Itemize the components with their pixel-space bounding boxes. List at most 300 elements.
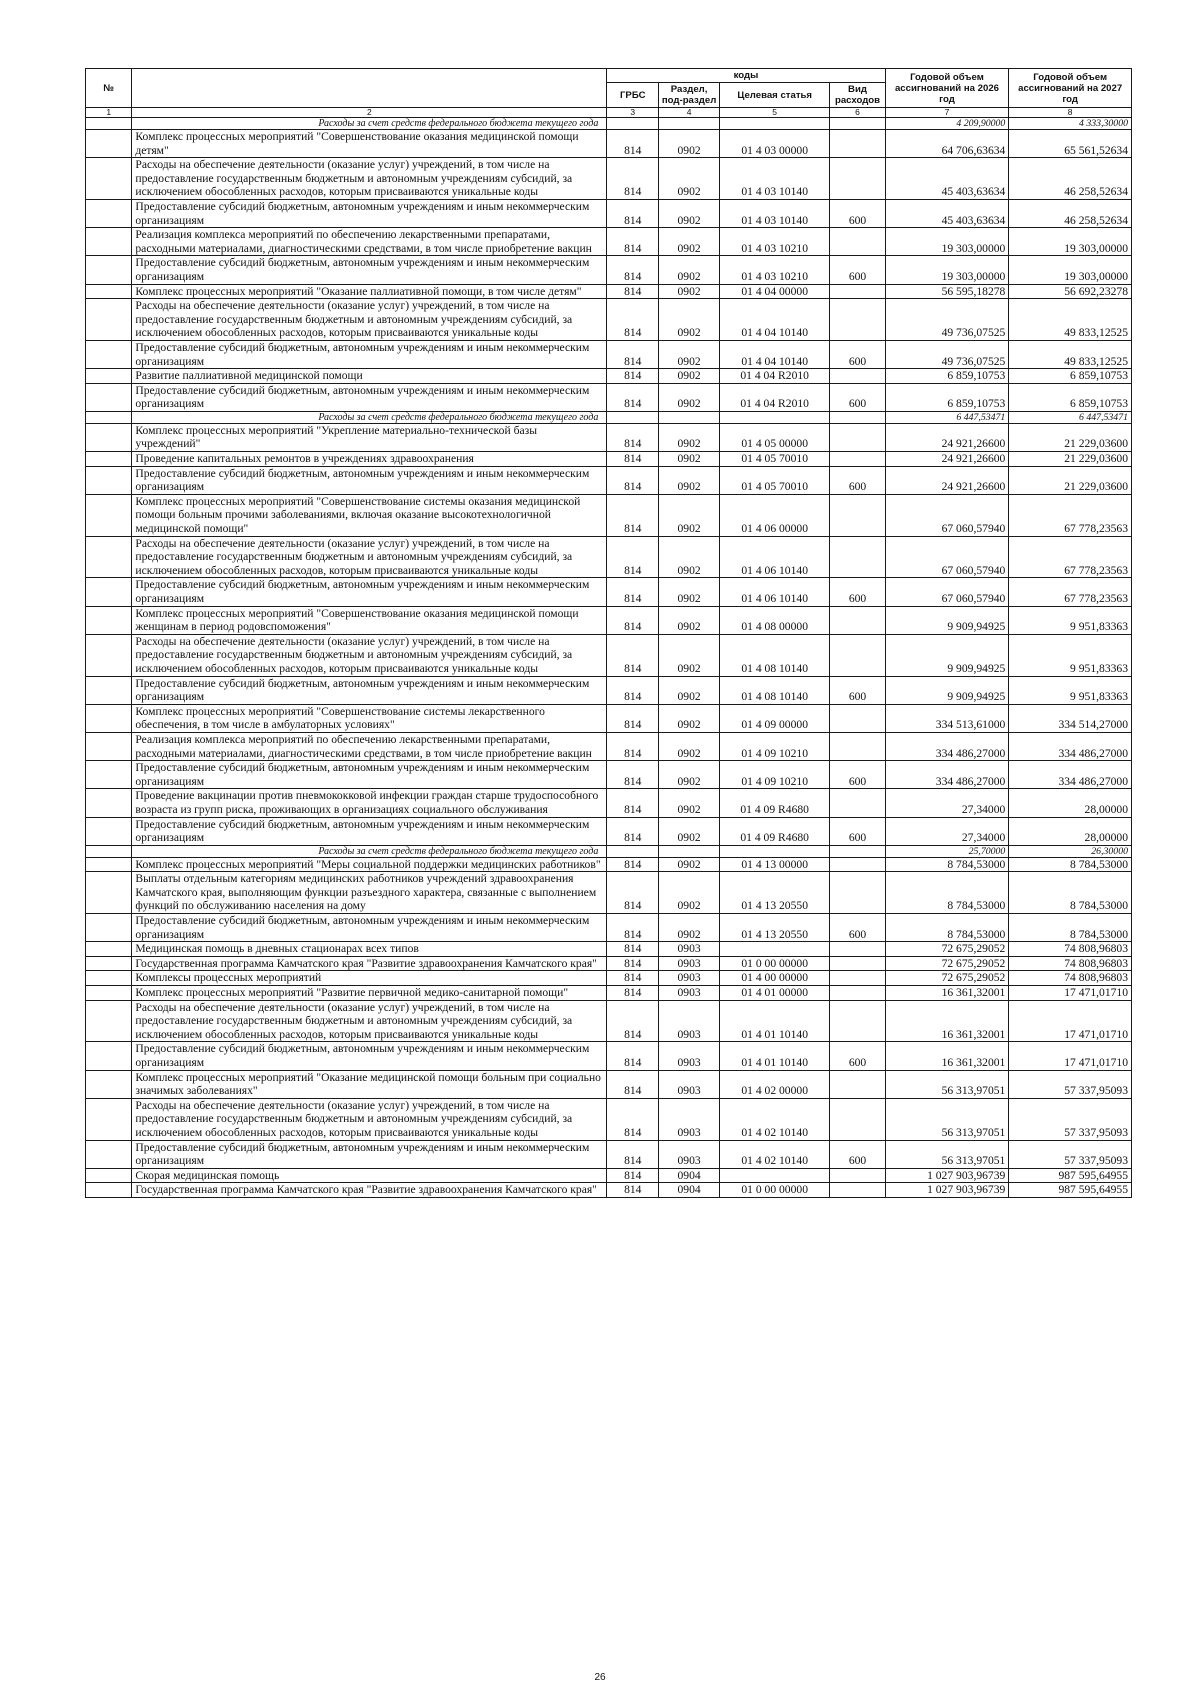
col-number: 5 <box>719 108 829 118</box>
cell-grbs: 814 <box>607 634 659 676</box>
table-row <box>86 1168 1132 1183</box>
table-row <box>86 676 1132 704</box>
cell-number <box>86 1042 132 1070</box>
header-name <box>132 69 607 108</box>
table-header <box>86 69 1132 118</box>
cell-name: Расходы на обеспечение деятельности (оказание услуг) учреждений, в том числе на предоставление государственным бюджетным и автономным учреждениям субсидий, за исключением обособленных расходов, которым присваиваются уникальные коды <box>132 158 607 200</box>
cell-2027: 57 337,95093 <box>1009 1070 1132 1098</box>
col-number: 7 <box>885 108 1009 118</box>
cell-section: 0902 <box>659 578 720 606</box>
cell-grbs: 814 <box>607 761 659 789</box>
cell-number <box>86 606 132 634</box>
cell-2027: 4 333,30000 <box>1009 118 1132 130</box>
header-section: Раздел, под-раздел <box>659 83 720 108</box>
cell-2027: 19 303,00000 <box>1009 228 1132 256</box>
table-row <box>86 369 1132 384</box>
cell-name: Скорая медицинская помощь <box>132 1168 607 1183</box>
table-row <box>86 1000 1132 1042</box>
header-target: Целевая статья <box>719 83 829 108</box>
cell-grbs: 814 <box>607 1168 659 1183</box>
cell-number <box>86 845 132 857</box>
cell-expense-type <box>830 789 885 817</box>
cell-name: Проведение капитальных ремонтов в учреждениях здравоохранения <box>132 452 607 467</box>
cell-2026: 334 513,61000 <box>885 704 1009 732</box>
cell-2027: 56 692,23278 <box>1009 284 1132 299</box>
col-number: 6 <box>830 108 885 118</box>
cell-2027: 8 784,53000 <box>1009 914 1132 942</box>
cell-target: 01 4 04 00000 <box>719 284 829 299</box>
cell-number <box>86 423 132 451</box>
table-row <box>86 942 1132 957</box>
table-row <box>86 466 1132 494</box>
cell-number <box>86 676 132 704</box>
cell-2027: 67 778,23563 <box>1009 494 1132 536</box>
cell-section: 0902 <box>659 423 720 451</box>
col-number: 3 <box>607 108 659 118</box>
cell-2027: 17 471,01710 <box>1009 986 1132 1001</box>
cell-2026: 25,70000 <box>885 845 1009 857</box>
cell-target: 01 4 03 10140 <box>719 199 829 227</box>
cell-2027: 9 951,83363 <box>1009 634 1132 676</box>
cell-target: 01 4 04 10140 <box>719 340 829 368</box>
cell-name: Расходы на обеспечение деятельности (оказание услуг) учреждений, в том числе на предоставление государственным бюджетным и автономным учреждениям субсидий, за исключением обособленных расходов, которым присваиваются уникальные коды <box>132 536 607 578</box>
cell-number <box>86 1098 132 1140</box>
cell-grbs: 814 <box>607 340 659 368</box>
cell-grbs: 814 <box>607 1000 659 1042</box>
cell-2027: 6 859,10753 <box>1009 383 1132 411</box>
cell-section: 0902 <box>659 284 720 299</box>
cell-number <box>86 340 132 368</box>
cell-2026: 24 921,26600 <box>885 423 1009 451</box>
cell-2026: 56 313,97051 <box>885 1140 1009 1168</box>
cell-name: Реализация комплекса мероприятий по обеспечению лекарственными препаратами, расходными материалами, диагностическими средствами, в том числе приобретение вакцин <box>132 732 607 760</box>
table-row <box>86 299 1132 341</box>
cell-2027: 9 951,83363 <box>1009 606 1132 634</box>
cell-number <box>86 256 132 284</box>
cell-2027: 6 859,10753 <box>1009 369 1132 384</box>
cell-name: Комплекс процессных мероприятий "Оказание медицинской помощи больным при социально значимых заболеваниях" <box>132 1070 607 1098</box>
cell-section: 0903 <box>659 971 720 986</box>
cell-target: 01 4 08 10140 <box>719 634 829 676</box>
cell-expense-type: 600 <box>830 466 885 494</box>
cell-grbs: 814 <box>607 986 659 1001</box>
cell-grbs: 814 <box>607 130 659 158</box>
cell-name: Комплекс процессных мероприятий "Совершенствование системы оказания медицинской помощи больным прочими заболеваниями, включая оказание высокотехнологичной медицинской помощи" <box>132 494 607 536</box>
cell-name: Реализация комплекса мероприятий по обеспечению лекарственными препаратами, расходными материалами, диагностическими средствами, в том числе приобретение вакцин <box>132 228 607 256</box>
table-row <box>86 789 1132 817</box>
cell-grbs: 814 <box>607 817 659 845</box>
cell-2027: 9 951,83363 <box>1009 676 1132 704</box>
cell-name: Расходы на обеспечение деятельности (оказание услуг) учреждений, в том числе на предоставление государственным бюджетным и автономным учреждениям субсидий, за исключением обособленных расходов, которым присваиваются уникальные коды <box>132 1098 607 1140</box>
cell-2027: 26,30000 <box>1009 845 1132 857</box>
cell-section: 0902 <box>659 494 720 536</box>
cell-number <box>86 299 132 341</box>
cell-2026: 24 921,26600 <box>885 466 1009 494</box>
col-number: 1 <box>86 108 132 118</box>
cell-name: Расходы на обеспечение деятельности (оказание услуг) учреждений, в том числе на предоставление государственным бюджетным и автономным учреждениям субсидий, за исключением обособленных расходов, которым присваиваются уникальные коды <box>132 299 607 341</box>
cell-expense-type <box>830 130 885 158</box>
cell-2027: 74 808,96803 <box>1009 971 1132 986</box>
cell-expense-type: 600 <box>830 1140 885 1168</box>
cell-section: 0903 <box>659 956 720 971</box>
cell-target: 01 4 06 00000 <box>719 494 829 536</box>
cell-section: 0902 <box>659 228 720 256</box>
cell-2026: 9 909,94925 <box>885 606 1009 634</box>
cell-grbs: 814 <box>607 536 659 578</box>
cell-expense-type <box>830 536 885 578</box>
cell-2026: 19 303,00000 <box>885 228 1009 256</box>
appropriations-table <box>85 68 1132 1198</box>
cell-2026: 24 921,26600 <box>885 452 1009 467</box>
cell-target: 01 4 05 70010 <box>719 466 829 494</box>
table-row <box>86 199 1132 227</box>
cell-grbs: 814 <box>607 857 659 872</box>
cell-grbs: 814 <box>607 369 659 384</box>
cell-2026: 6 859,10753 <box>885 369 1009 384</box>
cell-2027: 21 229,03600 <box>1009 423 1132 451</box>
cell-number <box>86 704 132 732</box>
cell-expense-type: 600 <box>830 817 885 845</box>
cell-target: 01 4 04 R2010 <box>719 369 829 384</box>
cell-grbs <box>607 118 659 130</box>
cell-grbs: 814 <box>607 158 659 200</box>
cell-2026: 19 303,00000 <box>885 256 1009 284</box>
header-codes: коды <box>607 69 885 83</box>
cell-expense-type: 600 <box>830 761 885 789</box>
cell-number <box>86 1070 132 1098</box>
table-row <box>86 1098 1132 1140</box>
cell-expense-type <box>830 872 885 914</box>
table-row <box>86 536 1132 578</box>
cell-grbs: 814 <box>607 704 659 732</box>
cell-expense-type <box>830 857 885 872</box>
cell-grbs: 814 <box>607 578 659 606</box>
cell-2027: 74 808,96803 <box>1009 942 1132 957</box>
cell-name: Развитие паллиативной медицинской помощи <box>132 369 607 384</box>
table-row <box>86 452 1132 467</box>
table-row <box>86 228 1132 256</box>
table-row <box>86 423 1132 451</box>
cell-section: 0902 <box>659 383 720 411</box>
cell-target: 01 4 03 10210 <box>719 228 829 256</box>
cell-section: 0902 <box>659 299 720 341</box>
table-row <box>86 494 1132 536</box>
cell-name: Предоставление субсидий бюджетным, автономным учреждениям и иным некоммерческим организациям <box>132 817 607 845</box>
cell-section: 0902 <box>659 130 720 158</box>
cell-number <box>86 986 132 1001</box>
table-row <box>86 704 1132 732</box>
cell-expense-type <box>830 118 885 130</box>
cell-expense-type <box>830 971 885 986</box>
cell-target: 01 4 04 10140 <box>719 299 829 341</box>
cell-grbs: 814 <box>607 423 659 451</box>
cell-target <box>719 845 829 857</box>
cell-section: 0902 <box>659 606 720 634</box>
cell-number <box>86 578 132 606</box>
cell-expense-type <box>830 606 885 634</box>
cell-grbs: 814 <box>607 284 659 299</box>
cell-number <box>86 536 132 578</box>
cell-target: 01 4 09 10210 <box>719 732 829 760</box>
cell-2026: 9 909,94925 <box>885 676 1009 704</box>
cell-name: Государственная программа Камчатского края "Развитие здравоохранения Камчатского края" <box>132 1183 607 1198</box>
table-row <box>86 845 1132 857</box>
cell-number <box>86 118 132 130</box>
cell-number <box>86 956 132 971</box>
cell-name: Предоставление субсидий бюджетным, автономным учреждениям и иным некоммерческим организациям <box>132 761 607 789</box>
cell-number <box>86 1183 132 1198</box>
cell-target: 01 4 06 10140 <box>719 578 829 606</box>
cell-section: 0903 <box>659 1042 720 1070</box>
cell-expense-type: 600 <box>830 256 885 284</box>
cell-expense-type: 600 <box>830 383 885 411</box>
cell-target: 01 0 00 00000 <box>719 956 829 971</box>
cell-number <box>86 411 132 423</box>
cell-2027: 334 486,27000 <box>1009 761 1132 789</box>
cell-grbs: 814 <box>607 942 659 957</box>
table-row <box>86 817 1132 845</box>
cell-name: Предоставление субсидий бюджетным, автономным учреждениям и иным некоммерческим организациям <box>132 914 607 942</box>
cell-number <box>86 228 132 256</box>
cell-section: 0902 <box>659 466 720 494</box>
cell-2026: 8 784,53000 <box>885 857 1009 872</box>
cell-2027: 987 595,64955 <box>1009 1168 1132 1183</box>
cell-2026: 56 313,97051 <box>885 1098 1009 1140</box>
cell-2026: 27,34000 <box>885 789 1009 817</box>
cell-grbs: 814 <box>607 452 659 467</box>
cell-2027: 28,00000 <box>1009 789 1132 817</box>
cell-section: 0902 <box>659 789 720 817</box>
cell-target <box>719 411 829 423</box>
cell-section: 0902 <box>659 452 720 467</box>
cell-section: 0902 <box>659 158 720 200</box>
cell-grbs: 814 <box>607 606 659 634</box>
cell-number <box>86 872 132 914</box>
cell-expense-type <box>830 732 885 760</box>
cell-name: Расходы за счет средств федерального бюджета текущего года <box>132 845 607 857</box>
cell-number <box>86 1000 132 1042</box>
cell-target: 01 4 05 00000 <box>719 423 829 451</box>
cell-section: 0902 <box>659 199 720 227</box>
cell-2026: 72 675,29052 <box>885 942 1009 957</box>
cell-number <box>86 130 132 158</box>
cell-name: Предоставление субсидий бюджетным, автономным учреждениям и иным некоммерческим организациям <box>132 578 607 606</box>
cell-2026: 8 784,53000 <box>885 872 1009 914</box>
cell-expense-type <box>830 494 885 536</box>
cell-grbs: 814 <box>607 466 659 494</box>
cell-grbs: 814 <box>607 676 659 704</box>
cell-section: 0902 <box>659 634 720 676</box>
cell-number <box>86 452 132 467</box>
cell-section: 0904 <box>659 1168 720 1183</box>
cell-grbs: 814 <box>607 732 659 760</box>
cell-expense-type <box>830 942 885 957</box>
cell-name: Государственная программа Камчатского края "Развитие здравоохранения Камчатского края" <box>132 956 607 971</box>
cell-target: 01 4 09 R4680 <box>719 817 829 845</box>
cell-name: Расходы за счет средств федерального бюджета текущего года <box>132 411 607 423</box>
cell-name: Предоставление субсидий бюджетным, автономным учреждениям и иным некоммерческим организациям <box>132 1042 607 1070</box>
cell-name: Комплексы процессных мероприятий <box>132 971 607 986</box>
cell-name: Предоставление субсидий бюджетным, автономным учреждениям и иным некоммерческим организациям <box>132 340 607 368</box>
cell-2027: 46 258,52634 <box>1009 199 1132 227</box>
cell-expense-type <box>830 299 885 341</box>
header-expense-type: Вид расходов <box>830 83 885 108</box>
table-row <box>86 956 1132 971</box>
table-row <box>86 340 1132 368</box>
cell-2026: 6 447,53471 <box>885 411 1009 423</box>
cell-2027: 28,00000 <box>1009 817 1132 845</box>
cell-name: Комплекс процессных мероприятий "Совершенствование оказания медицинской помощи женщинам в период родовспоможения" <box>132 606 607 634</box>
cell-2026: 72 675,29052 <box>885 971 1009 986</box>
cell-number <box>86 634 132 676</box>
cell-number <box>86 1168 132 1183</box>
cell-section <box>659 118 720 130</box>
table-row <box>86 158 1132 200</box>
cell-2027: 67 778,23563 <box>1009 536 1132 578</box>
cell-target: 01 4 00 00000 <box>719 971 829 986</box>
cell-name: Комплекс процессных мероприятий "Укрепление материально-технической базы учреждений" <box>132 423 607 451</box>
table-row <box>86 256 1132 284</box>
cell-expense-type <box>830 1070 885 1098</box>
cell-number <box>86 1140 132 1168</box>
cell-2026: 27,34000 <box>885 817 1009 845</box>
cell-grbs: 814 <box>607 494 659 536</box>
cell-number <box>86 761 132 789</box>
table-body <box>86 118 1132 1198</box>
cell-2026: 67 060,57940 <box>885 536 1009 578</box>
cell-2026: 45 403,63634 <box>885 199 1009 227</box>
cell-name: Расходы за счет средств федерального бюджета текущего года <box>132 118 607 130</box>
cell-2026: 334 486,27000 <box>885 761 1009 789</box>
cell-2026: 9 909,94925 <box>885 634 1009 676</box>
cell-2026: 16 361,32001 <box>885 1042 1009 1070</box>
table-row <box>86 857 1132 872</box>
col-number: 2 <box>132 108 607 118</box>
cell-number <box>86 942 132 957</box>
table-row <box>86 971 1132 986</box>
table-row <box>86 1042 1132 1070</box>
cell-number <box>86 817 132 845</box>
header-no: № <box>86 69 132 108</box>
cell-grbs <box>607 411 659 423</box>
cell-name: Комплекс процессных мероприятий "Развитие первичной медико-санитарной помощи" <box>132 986 607 1001</box>
table-row <box>86 914 1132 942</box>
cell-target <box>719 942 829 957</box>
cell-2027: 8 784,53000 <box>1009 872 1132 914</box>
cell-name: Проведение вакцинации против пневмококковой инфекции граждан старше трудоспособного возраста из групп риска, проживающих в организациях социального обслуживания <box>132 789 607 817</box>
cell-target: 01 4 13 00000 <box>719 857 829 872</box>
cell-2027: 987 595,64955 <box>1009 1183 1132 1198</box>
cell-section: 0902 <box>659 340 720 368</box>
cell-target: 01 4 01 10140 <box>719 1000 829 1042</box>
cell-2027: 49 833,12525 <box>1009 299 1132 341</box>
cell-section: 0902 <box>659 817 720 845</box>
col-number: 8 <box>1009 108 1132 118</box>
cell-target <box>719 1168 829 1183</box>
table-row <box>86 606 1132 634</box>
cell-name: Комплекс процессных мероприятий "Оказание паллиативной помощи, в том числе детям" <box>132 284 607 299</box>
cell-2026: 49 736,07525 <box>885 299 1009 341</box>
cell-target: 01 4 03 00000 <box>719 130 829 158</box>
cell-2026: 72 675,29052 <box>885 956 1009 971</box>
page-number: 26 <box>594 1672 606 1683</box>
cell-target: 01 4 06 10140 <box>719 536 829 578</box>
cell-number <box>86 732 132 760</box>
cell-grbs: 814 <box>607 1183 659 1198</box>
cell-2026: 16 361,32001 <box>885 986 1009 1001</box>
cell-grbs: 814 <box>607 199 659 227</box>
cell-2027: 334 514,27000 <box>1009 704 1132 732</box>
cell-section: 0902 <box>659 914 720 942</box>
cell-2027: 49 833,12525 <box>1009 340 1132 368</box>
table-row <box>86 634 1132 676</box>
col-number: 4 <box>659 108 720 118</box>
cell-target: 01 4 08 10140 <box>719 676 829 704</box>
cell-number <box>86 971 132 986</box>
table-row <box>86 130 1132 158</box>
cell-expense-type <box>830 452 885 467</box>
cell-target: 01 4 02 00000 <box>719 1070 829 1098</box>
cell-expense-type: 600 <box>830 1042 885 1070</box>
cell-number <box>86 857 132 872</box>
cell-grbs: 814 <box>607 1070 659 1098</box>
cell-expense-type: 600 <box>830 578 885 606</box>
cell-grbs: 814 <box>607 228 659 256</box>
cell-name: Предоставление субсидий бюджетным, автономным учреждениям и иным некоммерческим организациям <box>132 466 607 494</box>
cell-name: Расходы на обеспечение деятельности (оказание услуг) учреждений, в том числе на предоставление государственным бюджетным и автономным учреждениям субсидий, за исключением обособленных расходов, которым присваиваются уникальные коды <box>132 1000 607 1042</box>
table-row <box>86 1070 1132 1098</box>
cell-section: 0902 <box>659 872 720 914</box>
cell-expense-type: 600 <box>830 914 885 942</box>
cell-name: Расходы на обеспечение деятельности (оказание услуг) учреждений, в том числе на предоставление государственным бюджетным и автономным учреждениям субсидий, за исключением обособленных расходов, которым присваиваются уникальные коды <box>132 634 607 676</box>
cell-expense-type <box>830 1168 885 1183</box>
cell-number <box>86 158 132 200</box>
cell-section: 0903 <box>659 1140 720 1168</box>
cell-name: Медицинская помощь в дневных стационарах всех типов <box>132 942 607 957</box>
cell-expense-type <box>830 228 885 256</box>
cell-2026: 16 361,32001 <box>885 1000 1009 1042</box>
cell-grbs: 814 <box>607 956 659 971</box>
cell-section: 0903 <box>659 1070 720 1098</box>
cell-2026: 56 595,18278 <box>885 284 1009 299</box>
cell-grbs: 814 <box>607 383 659 411</box>
cell-expense-type <box>830 158 885 200</box>
cell-name: Предоставление субсидий бюджетным, автономным учреждениям и иным некоммерческим организациям <box>132 1140 607 1168</box>
cell-section: 0902 <box>659 761 720 789</box>
cell-2026: 8 784,53000 <box>885 914 1009 942</box>
cell-name: Предоставление субсидий бюджетным, автономным учреждениям и иным некоммерческим организациям <box>132 199 607 227</box>
cell-target: 01 4 02 10140 <box>719 1140 829 1168</box>
cell-name: Комплекс процессных мероприятий "Меры социальной поддержки медицинских работников" <box>132 857 607 872</box>
cell-section: 0902 <box>659 256 720 284</box>
cell-grbs: 814 <box>607 971 659 986</box>
cell-section: 0903 <box>659 942 720 957</box>
cell-expense-type <box>830 704 885 732</box>
cell-2026: 67 060,57940 <box>885 578 1009 606</box>
cell-name: Предоставление субсидий бюджетным, автономным учреждениям и иным некоммерческим организациям <box>132 676 607 704</box>
cell-2027: 21 229,03600 <box>1009 452 1132 467</box>
header-grbs: ГРБС <box>607 83 659 108</box>
cell-grbs <box>607 845 659 857</box>
header-2027: Годовой объем ассигнований на 2027 год <box>1009 69 1132 108</box>
cell-target: 01 4 01 10140 <box>719 1042 829 1070</box>
cell-section: 0903 <box>659 986 720 1001</box>
cell-target: 01 4 13 20550 <box>719 872 829 914</box>
cell-grbs: 814 <box>607 789 659 817</box>
cell-number <box>86 466 132 494</box>
cell-target: 01 0 00 00000 <box>719 1183 829 1198</box>
cell-2027: 6 447,53471 <box>1009 411 1132 423</box>
